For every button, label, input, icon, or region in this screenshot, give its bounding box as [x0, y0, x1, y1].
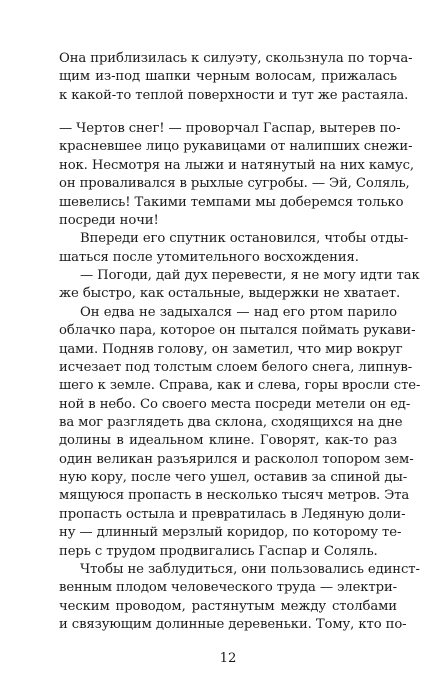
text-line: Она приблизилась к силуэту, скользнула по торча-: [59, 51, 413, 66]
text-line: Впереди его спутник остановился, чтобы отды-: [80, 231, 409, 246]
text-line: Чтобы не заблудиться, они пользовались единст-: [80, 562, 420, 577]
text-line: красневшее лицо рукавицами от налипших снежи-: [59, 139, 413, 154]
text-line: Он едва не задыхался — над его ртом парило: [80, 305, 397, 320]
page-number: 12: [219, 651, 237, 666]
text-line: исчезает под толстым слоем белого снега, липнув-: [59, 360, 413, 375]
text-line: ческим проводом, растянутым между столбами: [59, 599, 397, 614]
text-line: к какой-то теплой поверхности и тут же растаяла.: [59, 88, 409, 103]
text-line: нок. Несмотря на лыжи и натянутый на них камус,: [59, 158, 414, 173]
book-page: [59, 0, 421, 700]
text-line: ва мог разглядеть два склона, сходящихся на дне: [59, 415, 403, 430]
text-line: щим из-под шапки черным волосам, прижалась: [59, 69, 397, 84]
text-line: — Чертов снег! — проворчал Гаспар, вытерев по-: [59, 121, 401, 136]
text-line: он проваливался в рыхлые сугробы. — Эй, Соляль,: [59, 176, 410, 191]
text-line: один великан разъярился и расколол топором зем-: [59, 452, 414, 467]
text-line: пропасть остыла и превратилась в Ледяную доли-: [59, 507, 406, 522]
text-line: перь с трудом продвигались Гаспар и Соляль.: [59, 544, 378, 559]
text-line: долины в идеальном клине. Говорят, как-то раз: [59, 433, 397, 448]
text-line: венным плодом человеческого труда — электри-: [59, 580, 398, 595]
text-line: ной в небо. Со своего места посреди метели он ед-: [59, 397, 411, 412]
text-line: мящуюся пропасть в несколько тысяч метров. Эта: [59, 488, 410, 503]
text-line: ную кору, после чего ушел, оставив за спиной ды-: [59, 470, 408, 485]
text-line: посреди ночи!: [59, 213, 159, 228]
text-line: цами. Подняв голову, он заметил, что мир вокруг: [59, 342, 403, 357]
text-line: облачко пара, которое он пытался поймать рукави-: [59, 323, 416, 338]
text-line: шаться после утомительного восхождения.: [59, 250, 359, 265]
text-line: шего к земле. Справа, как и слева, горы вросли сте-: [59, 378, 421, 393]
text-line: — Погоди, дай дух перевести, я не могу идти так: [80, 268, 420, 283]
text-line: ну — длинный мерзлый коридор, по которому те-: [59, 525, 402, 540]
text-line: же быстро, как остальные, выдержки не хватает.: [59, 286, 401, 301]
text-line: и связующим долинные деревеньки. Тому, кто по-: [59, 617, 407, 632]
text-line: шевелись! Такими темпами мы доберемся только: [59, 195, 404, 210]
